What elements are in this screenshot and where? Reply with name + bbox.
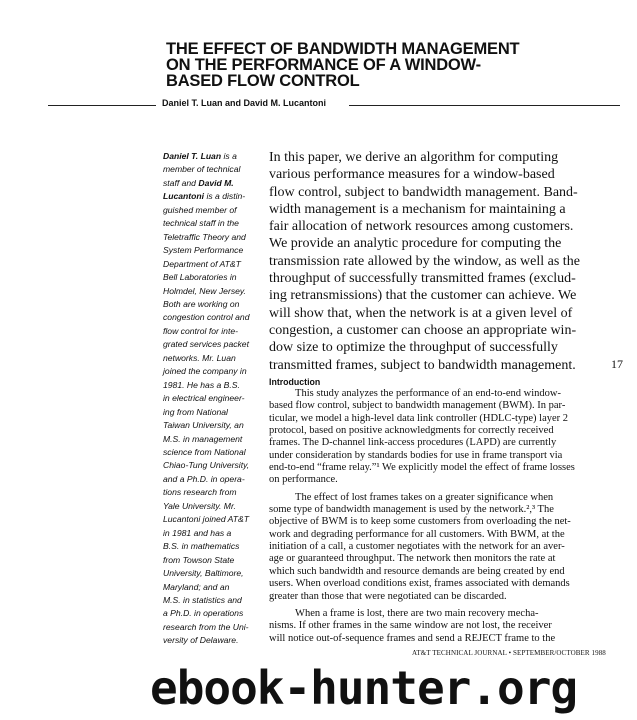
bio-text: Holmdel, New Jersey. xyxy=(163,285,246,296)
bio-text: Teletraffic Theory and xyxy=(163,231,246,242)
bio-text: Chiao-Tung University, xyxy=(163,460,250,471)
body-line: will notice out-of-sequence frames and send a REJECT frame to the xyxy=(269,632,556,644)
author-biography xyxy=(163,150,263,648)
bio-line xyxy=(163,352,263,365)
bio-line xyxy=(163,486,263,499)
body-line: based flow control, subject to bandwidth management (BWM). In par- xyxy=(269,400,566,412)
body-line: protocol, based on positive acknowledgments for correctly received xyxy=(269,425,554,437)
bio-author-name: Lucantoni xyxy=(163,191,205,202)
abstract xyxy=(269,149,614,374)
bio-line xyxy=(163,231,263,244)
abstract-line: fair allocation of network resources among customers. xyxy=(269,219,574,235)
bio-text: Department of AT&T xyxy=(163,258,241,269)
bio-line xyxy=(163,365,263,378)
bio-line xyxy=(163,190,263,203)
abstract-line: flow control, subject to bandwidth management. Band- xyxy=(269,184,578,200)
title-line: BASED FLOW CONTROL xyxy=(166,72,360,90)
bio-line xyxy=(163,567,263,580)
body-line: on performance. xyxy=(269,474,338,486)
abstract-line: ing retransmissions) that the customer can achieve. We xyxy=(269,288,577,304)
bio-text: member of technical xyxy=(163,164,241,175)
bio-text: University, Baltimore, xyxy=(163,568,244,579)
body-line: end-to-end “frame relay.”¹ We explicitly model the effect of frame losses xyxy=(269,462,575,474)
bio-text: a Ph.D. in operations xyxy=(163,608,244,619)
bio-text: Lucantoni joined AT&T xyxy=(163,514,249,525)
bio-line xyxy=(163,392,263,405)
bio-line xyxy=(163,177,263,190)
bio-line xyxy=(163,406,263,419)
bio-line xyxy=(163,513,263,526)
bio-text: ing from National xyxy=(163,406,228,417)
abstract-line: In this paper, we derive an algorithm for computing xyxy=(269,150,559,165)
bio-line xyxy=(163,446,263,459)
bio-line xyxy=(163,581,263,594)
body-line: initiation of a call, a customer negotiates with the network for an aver- xyxy=(269,541,565,553)
bio-line xyxy=(163,163,263,176)
bio-text: from Towson State xyxy=(163,554,235,565)
bio-line xyxy=(163,285,263,298)
bio-line xyxy=(163,527,263,540)
page-number: 17 xyxy=(611,357,623,371)
section-heading: Introduction xyxy=(269,377,321,387)
abstract-line: various performance measures for a window-based xyxy=(269,167,555,183)
bio-line xyxy=(163,311,263,324)
bio-text: joined the company in xyxy=(163,366,247,377)
bio-text: is a distin- xyxy=(204,191,246,202)
body-line: objective of BWM is to keep some customers from overloading the net- xyxy=(269,516,571,528)
bio-line xyxy=(163,244,263,257)
bio-text: M.S. in statistics and xyxy=(163,594,242,605)
body-line: greater than those that were negotiated can be discarded. xyxy=(269,590,507,602)
bio-line xyxy=(163,607,263,620)
byline-rule-left xyxy=(48,105,156,106)
bio-text: Taiwan University, an xyxy=(163,420,244,431)
abstract-line: will show that, when the network is at a given level of xyxy=(269,305,573,321)
bio-text: in electrical engineer- xyxy=(163,393,245,404)
bio-text: Bell Laboratories in xyxy=(163,272,237,283)
bio-line xyxy=(163,473,263,486)
bio-line xyxy=(163,217,263,230)
bio-line xyxy=(163,634,263,647)
abstract-line: transmission rate allowed by the window, as well as the xyxy=(269,253,580,269)
bio-text: and a Ph.D. in opera- xyxy=(163,473,245,484)
bio-line xyxy=(163,298,263,311)
body-line: nisms. If other frames in the same window are not lost, the receiver xyxy=(269,620,552,632)
body-line: users. When overload conditions exist, frames associated with demands xyxy=(269,578,570,590)
body-line: When a frame is lost, there are two main recovery mecha- xyxy=(269,607,539,619)
bio-text: tions research from xyxy=(163,487,237,498)
bio-text: Both are working on xyxy=(163,298,240,309)
bio-line xyxy=(163,540,263,553)
bio-line xyxy=(163,204,263,217)
body-line: some type of bandwidth management is used by the network.²,³ The xyxy=(269,504,554,516)
bio-text: Maryland; and an xyxy=(163,581,230,592)
bio-text: System Performance xyxy=(163,245,244,256)
bio-text: B.S. in mathematics xyxy=(163,541,240,552)
bio-line xyxy=(163,258,263,271)
title-line: ON THE PERFORMANCE OF A WINDOW- xyxy=(166,56,481,74)
body-line: under consideration by standards bodies for use in frame transport via xyxy=(269,449,563,461)
bio-author-name: Daniel T. Luan xyxy=(163,151,222,161)
watermark: ebook-hunter.org xyxy=(150,661,578,715)
body-text xyxy=(269,388,614,645)
bio-line xyxy=(163,271,263,284)
bio-text: science from National xyxy=(163,446,246,457)
bio-line xyxy=(163,594,263,607)
bio-text: 1981. He has a B.S. xyxy=(163,379,240,390)
bio-text: versity of Delaware. xyxy=(163,635,239,646)
bio-line xyxy=(163,419,263,432)
body-line: age or guaranteed throughput. The network then monitors the rate at xyxy=(269,553,556,565)
bio-line xyxy=(163,459,263,472)
bio-author-name: David M. xyxy=(198,177,234,188)
bio-text: in 1981 and has a xyxy=(163,527,232,538)
abstract-line: transmitted frames, subject to bandwidth management. xyxy=(269,357,576,373)
bio-line xyxy=(163,433,263,446)
abstract-line: width management is a mechanism for maintaining a xyxy=(269,201,566,217)
bio-line xyxy=(163,621,263,634)
bio-text: flow control for inte- xyxy=(163,325,238,336)
journal-footer: AT&T TECHNICAL JOURNAL • SEPTEMBER/OCTOBER 1988 xyxy=(412,649,606,657)
author-byline: Daniel T. Luan and David M. Lucantoni xyxy=(162,98,327,108)
body-line: This study analyzes the performance of an end-to-end window- xyxy=(269,388,561,399)
bio-text: grated services packet xyxy=(163,339,249,350)
bio-line xyxy=(163,500,263,513)
bio-text: is a xyxy=(221,151,237,161)
bio-text: guished member of xyxy=(163,204,237,215)
bio-text: staff and xyxy=(163,177,199,188)
body-line: work and degrading performance for all customers. With BWM, at the xyxy=(269,528,565,540)
bio-line xyxy=(163,379,263,392)
bio-line xyxy=(163,554,263,567)
body-line: frames. The D-channel link-access procedures (LAPD) are currently xyxy=(269,437,557,449)
abstract-line: congestion, a customer can choose an appropriate win- xyxy=(269,322,577,338)
body-line: The effect of lost frames takes on a greater significance when xyxy=(269,491,554,503)
title-line: THE EFFECT OF BANDWIDTH MANAGEMENT xyxy=(166,40,520,58)
bio-text: congestion control and xyxy=(163,312,250,323)
bio-line xyxy=(163,338,263,351)
bio-line xyxy=(163,150,263,163)
abstract-line: dow size to optimize the throughput of successfully xyxy=(269,340,558,356)
bio-text: M.S. in management xyxy=(163,433,243,444)
byline-rule-right xyxy=(349,105,620,106)
bio-text: research from the Uni- xyxy=(163,621,249,632)
bio-text: technical staff in the xyxy=(163,218,239,229)
body-line: ticular, we model a high-level data link controller (HDLC-type) layer 2 xyxy=(269,412,569,424)
bio-text: Yale University. Mr. xyxy=(163,500,236,511)
abstract-line: throughput of successfully transmitted frames (exclud- xyxy=(269,271,576,287)
bio-text: networks. Mr. Luan xyxy=(163,352,236,363)
abstract-line: We provide an analytic procedure for computing the xyxy=(269,236,562,252)
bio-line xyxy=(163,325,263,338)
body-line: which such bandwidth and resource demands are being created by end xyxy=(269,565,565,577)
article-title xyxy=(166,41,606,89)
